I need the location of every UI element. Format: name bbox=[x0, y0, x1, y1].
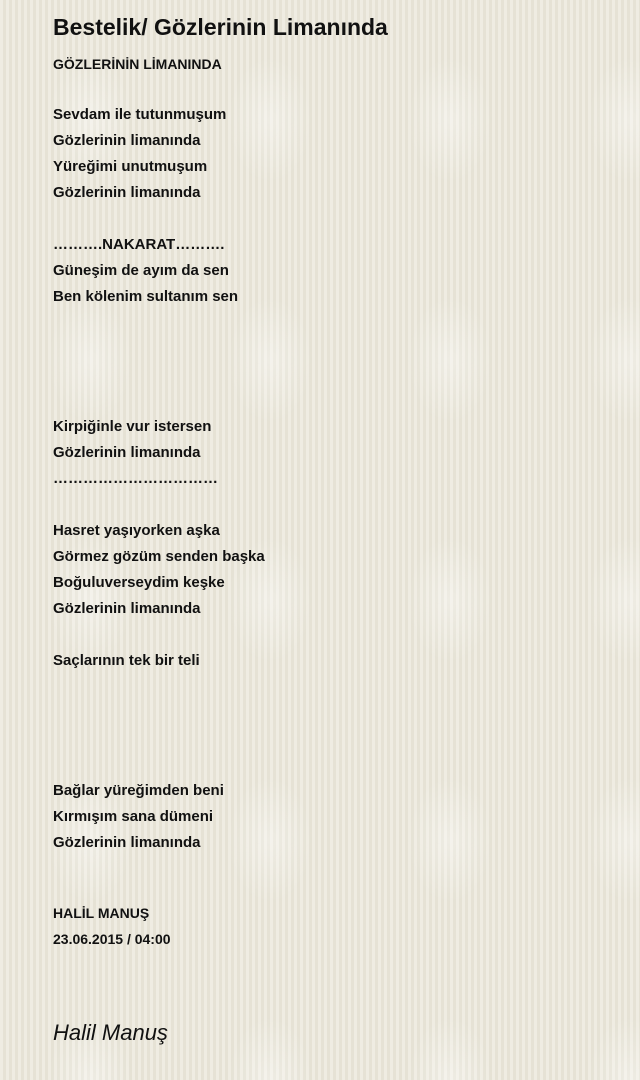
poem-subtitle: GÖZLERİNİN LİMANINDA bbox=[53, 56, 222, 72]
poem-line: Görmez gözüm senden başka bbox=[53, 548, 265, 565]
poem-blank-line bbox=[53, 726, 265, 752]
author-name: HALİL MANUŞ bbox=[53, 905, 150, 921]
poem-line: Gözlerinin limanında bbox=[53, 600, 201, 617]
poem-lines bbox=[53, 102, 265, 856]
poem-blank-line bbox=[53, 206, 265, 232]
poem-line: Gözlerinin limanında bbox=[53, 184, 201, 201]
poem-blank-line bbox=[53, 388, 265, 414]
poem-blank-line bbox=[53, 336, 265, 362]
poem-line: Bağlar yüreğimden beni bbox=[53, 782, 224, 799]
poem-line: Ben kölenim sultanım sen bbox=[53, 288, 239, 305]
poem-line: Yüreğimi unutmuşum bbox=[53, 158, 208, 175]
poem-line: Sevdam ile tutunmuşum bbox=[53, 106, 227, 123]
poem-line: ……….NAKARAT………. bbox=[53, 236, 225, 253]
poem-page bbox=[53, 0, 623, 1080]
poem-blank-line bbox=[53, 310, 265, 336]
author-signature: Halil Manuş bbox=[53, 1020, 168, 1045]
poem-line: …………………………… bbox=[53, 470, 218, 487]
poem-line: Gözlerinin limanında bbox=[53, 444, 201, 461]
page-title: Bestelik/ Gözlerinin Limanında bbox=[53, 14, 388, 40]
poem-line: Hasret yaşıyorken aşka bbox=[53, 522, 220, 539]
poem-line: Kirpiğinle vur istersen bbox=[53, 418, 212, 435]
poem-blank-line bbox=[53, 700, 265, 726]
poem-blank-line bbox=[53, 492, 265, 518]
poem-line: Boğuluverseydim keşke bbox=[53, 574, 225, 591]
poem-blank-line bbox=[53, 752, 265, 778]
poem-line: Kırmışım sana dümeni bbox=[53, 808, 214, 825]
poem-date: 23.06.2015 / 04:00 bbox=[53, 931, 171, 947]
poem-blank-line bbox=[53, 674, 265, 700]
poem-line: Güneşim de ayım da sen bbox=[53, 262, 229, 279]
poem-line: Saçlarının tek bir teli bbox=[53, 652, 200, 669]
poem-blank-line bbox=[53, 362, 265, 388]
poem-line: Gözlerinin limanında bbox=[53, 132, 201, 149]
poem-line: Gözlerinin limanında bbox=[53, 834, 201, 851]
poem-blank-line bbox=[53, 622, 265, 648]
